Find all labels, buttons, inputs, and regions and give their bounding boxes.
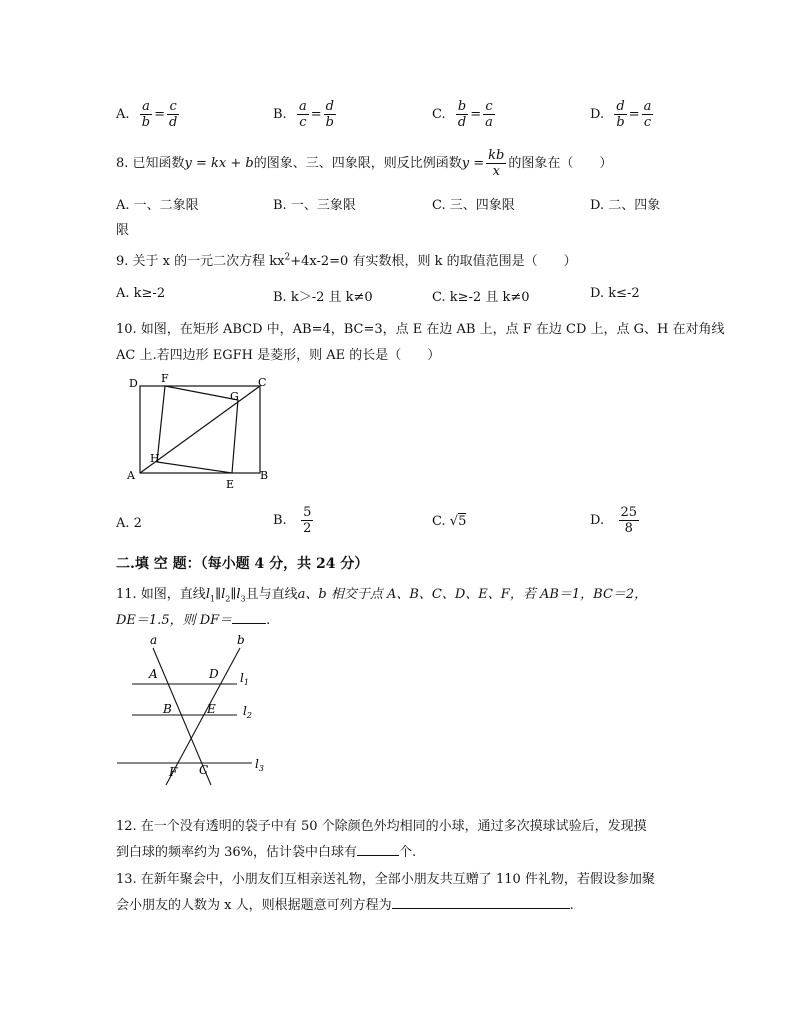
label-b-point: B <box>163 702 172 716</box>
label-d: D <box>129 377 138 390</box>
option-label: D. <box>590 107 605 122</box>
fraction: $\frac{b}{d}$ <box>457 99 467 130</box>
q11-parallel-lines-figure <box>112 630 272 790</box>
q8-option-a[interactable]: A. 一、二象限 <box>116 198 199 213</box>
section-title: 二.填 空 题：（每小题 4 分，共 24 分） <box>116 556 369 572</box>
q10-option-b[interactable]: B. $\frac{5}{2}$ <box>273 505 312 536</box>
label-l1: $l_1$ <box>240 671 249 687</box>
label-c-point: C <box>199 763 209 777</box>
q10-option-d[interactable]: D. $\frac{25}{8}$ <box>590 505 638 536</box>
q7-option-b[interactable]: B. $\frac{a}{c}$ = $\frac{d}{b}$ <box>273 99 334 130</box>
label-a-point: A <box>149 667 158 681</box>
label-h: H <box>150 452 160 465</box>
option-label: C. <box>432 107 446 122</box>
label-b: B <box>260 469 269 482</box>
q8-option-b[interactable]: B. 一、三象限 <box>273 198 356 213</box>
q9-option-a[interactable]: A. k≥-2 <box>116 286 166 301</box>
label-d-point: D <box>209 667 219 681</box>
label-b-line: b <box>237 633 245 647</box>
question-11-line-1: 11. 如图，直线$l_1\parallel l_2\parallel l_3$且与直线a、b 相交于点 A、B、C、D、E、F，若 AB＝1，BC＝2， <box>116 587 648 604</box>
fraction: $\frac{c}{a}$ <box>485 99 493 130</box>
fraction: $\frac{a}{c}$ <box>298 99 307 130</box>
q8-option-d[interactable]: D. 二、四象 <box>590 198 661 213</box>
question-10-line-1: 10. 如图，在矩形 ABCD 中，AB=4，BC=3，点 E 在边 AB 上，点 F 在边 CD 上，点 G、H 在对角线 <box>116 322 725 337</box>
label-c: C <box>258 376 267 389</box>
q8-option-c[interactable]: C. 三、四象限 <box>432 198 515 213</box>
q7-option-c[interactable]: C. $\frac{b}{d}$ = $\frac{c}{a}$ <box>432 99 493 130</box>
fraction: $\frac{d}{b}$ <box>616 99 625 130</box>
q9-option-b[interactable]: B. k＞-2 且 k≠0 <box>273 290 373 305</box>
label-f: F <box>161 372 169 385</box>
question-8-stem: 8. 已知函数y = kx + b的图象、三、四象限，则反比例函数y = $\frac{kb}{x}$ 的图象在（ ） <box>116 148 613 179</box>
fraction: $\frac{c}{d}$ <box>169 99 178 130</box>
answer-blank[interactable] <box>392 908 570 909</box>
label-g: G <box>230 390 239 403</box>
rhombus-egfh <box>157 386 238 473</box>
label-e-point: E <box>207 702 216 716</box>
q8-option-d-wrap: 限 <box>116 223 130 238</box>
question-11-line-2: DE＝1.5，则 DF＝ . <box>116 613 271 628</box>
q9-option-c[interactable]: C. k≥-2 且 k≠0 <box>432 290 530 305</box>
q7-option-a[interactable]: A. $\frac{a}{b}$ = $\frac{c}{d}$ <box>116 99 178 130</box>
question-12-line-1: 12. 在一个没有透明的袋子中有 50 个除颜色外均相同的小球，通过多次摸球试验后，发现摸 <box>116 819 647 834</box>
question-12-line-2: 到白球的频率约为 36%，估计袋中白球有 个. <box>116 845 417 860</box>
label-l3: $l_3$ <box>255 757 264 773</box>
answer-blank[interactable] <box>357 855 399 856</box>
question-13-line-1: 13. 在新年聚会中，小朋友们互相亲送礼物，全部小朋友共互赠了 110 件礼物，若假设参加聚 <box>116 872 655 887</box>
label-l2: $l_2$ <box>243 704 252 720</box>
option-label: B. <box>273 107 287 122</box>
label-a: A <box>127 469 135 482</box>
question-10-line-2: AC 上.若四边形 EGFH 是菱形，则 AE 的长是（ ） <box>116 348 441 363</box>
q7-option-d[interactable]: D. $\frac{d}{b}$ = $\frac{a}{c}$ <box>590 99 652 130</box>
question-9-stem: 9. 关于 x 的一元二次方程 $kx^2+4x-2=0$ 有实数根，则 k 的取值范围是（ ） <box>116 252 577 269</box>
q9-option-d[interactable]: D. k≤-2 <box>590 286 640 301</box>
q10-option-a[interactable]: A. 2 <box>116 516 142 531</box>
fraction: $\frac{a}{b}$ <box>141 99 151 130</box>
fraction: $\frac{a}{c}$ <box>643 99 652 130</box>
answer-blank[interactable] <box>232 623 266 624</box>
option-label: A. <box>116 107 130 122</box>
label-e: E <box>226 478 235 491</box>
q10-rectangle-figure <box>120 370 280 492</box>
label-a-line: a <box>150 633 158 647</box>
fraction: $\frac{5}{2}$ <box>303 505 312 536</box>
fraction: $\frac{25}{8}$ <box>620 505 638 536</box>
label-f-point: F <box>169 765 178 779</box>
fraction: $\frac{kb}{x}$ <box>488 148 505 179</box>
fraction: $\frac{d}{b}$ <box>325 99 334 130</box>
question-13-line-2: 会小朋友的人数为 x 人，则根据题意可列方程为 . <box>116 898 574 913</box>
q10-option-c[interactable]: C. √5 <box>432 514 467 529</box>
